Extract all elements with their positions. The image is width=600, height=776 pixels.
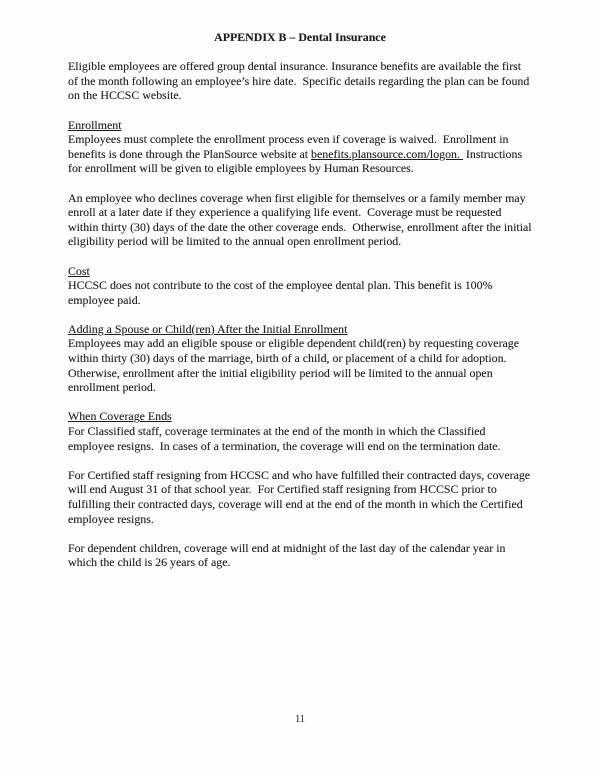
when-coverage-ends-heading: When Coverage Ends xyxy=(68,409,172,424)
section-when-coverage-ends xyxy=(68,409,532,570)
enrollment-text-after-link: Instructions for enrollment will be given to eligible employees by Human Resources. xyxy=(68,146,526,176)
classified-staff-paragraph: For Classified staff, coverage terminates at the end of the month in which the Classified employee resigns. In cases of a termination, the coverage will end on the termination date. xyxy=(68,424,501,453)
dependent-children-paragraph: For dependent children, coverage will end at midnight of the last day of the calendar year in which the child is 26 years of age. xyxy=(68,540,509,570)
plansource-link[interactable]: benefits.plansource.com/logon. xyxy=(311,146,463,161)
section-cost xyxy=(68,264,532,308)
adding-spouse-child-heading: Adding a Spouse or Child(ren) After the Initial Enrollment xyxy=(68,321,348,336)
section-adding-spouse-child xyxy=(68,322,532,395)
enrollment-heading: Enrollment xyxy=(68,117,122,132)
intro-paragraph: Eligible employees are offered group dental insurance. Insurance benefits are available the first of the month following an employee’s hire date. Specific details regarding the plan can be found on the HCCSC website. xyxy=(68,59,533,103)
section-enrollment xyxy=(68,117,535,249)
enrollment-text-before-link: Employees must complete the enrollment process even if coverage is waived. Enrollment in benefits is done through the PlanSource website at xyxy=(68,132,512,161)
page-title: APPENDIX B – Dental Insurance xyxy=(214,30,386,44)
enrollment-paragraph xyxy=(68,132,532,176)
qualifying-event-paragraph: An employee who declines coverage when first eligible for themselves or a family member may enroll at a later date if they experience a qualifying life event. Coverage must be requested within thirty (30) days of the date the other coverage ends. Otherwise, enrollment after the initial eligibility period will be limited to the annual open enrollment period. xyxy=(68,190,535,249)
adding-spouse-child-paragraph: Employees may add an eligible spouse or eligible dependent child(ren) by requesting coverage within thirty (30) days of the marriage, birth of a child, or placement of a child for adoption. Otherwise, enrollment after the initial eligibility period will be limited to the annual open enrollment period. xyxy=(68,336,523,395)
page-number: 11 xyxy=(294,714,306,725)
certified-staff-paragraph: For Certified staff resigning from HCCSC and who have fulfilled their contracted days, coverage will end August 31 of that school year. For Certified staff resigning from HCCSC prior to fulfilling their contracted days, coverage will end at the end of the month in which the Certified employee resigns. xyxy=(68,467,534,526)
cost-heading: Cost xyxy=(68,263,90,278)
cost-paragraph: HCCSC does not contribute to the cost of the employee dental plan. This benefit is 100% employee paid. xyxy=(68,278,496,307)
